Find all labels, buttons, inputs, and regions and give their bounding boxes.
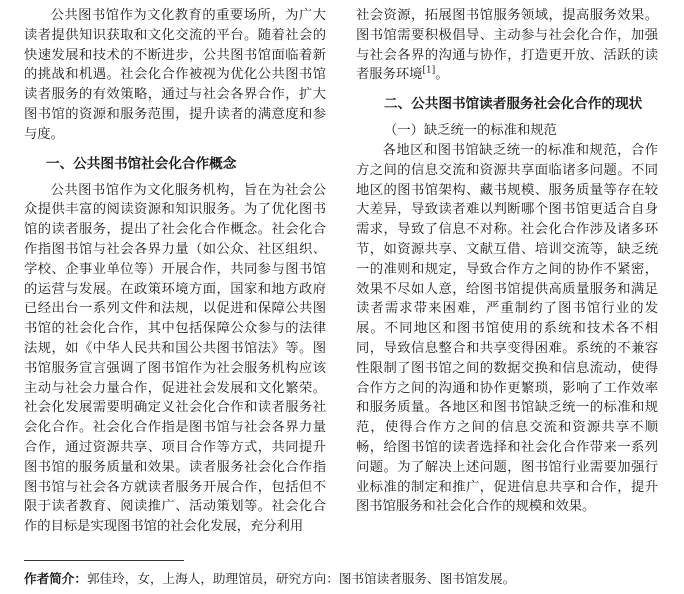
author-footnote-label: 作者简介： bbox=[24, 571, 87, 586]
intro-paragraph: 公共图书馆作为文化教育的重要场所，为广大读者提供知识获取和文化交流的平台。随着社会的快速发展和技术的不断进步，公共图书馆面临着新的挑战和机遇。社会化合作被视为优化公共图书馆读者服务的有效策略，通过与社会各界合作，扩大图书馆的资源和服务范围，提升读者的满意度和参与度。 bbox=[24, 8, 326, 142]
author-footnote bbox=[24, 570, 515, 588]
citation-mark: [1] bbox=[422, 65, 436, 76]
subsection-heading-standards: （一）缺乏统一的标准和规范 bbox=[384, 123, 557, 139]
section-heading-concept: 一、公共图书馆社会化合作概念 bbox=[46, 155, 237, 172]
left-column bbox=[24, 6, 326, 537]
author-footnote-text: 郭佳玲，女，上海人，助理馆员，研究方向：图书馆读者服务、图书馆发展。 bbox=[86, 571, 516, 586]
concept-paragraph: 公共图书馆作为文化服务机构，旨在为社会公众提供丰富的阅读资源和知识服务。为了优化图书馆的读者服务，提出了社会化合作概念。社会化合作指图书馆与社会各界力量（如公众、社区组织、学校、企事业单位等）开展合作，共同参与图书馆的运营与发展。在政策环境方面，国家和地方政府已经出台一系列文件和法规，以促进和保障公共图书馆的社会化合作，其中包括保障公众参与的法律法规，如《中华人民共和国公共图书馆法》等。图书馆服务宣言强调了图书馆作为社会服务机构应该主动与社会力量合作，促进社会发展和文化繁荣。社会化发展需要明确定义社会化合作和读者服务社会化合作。社会化合作指是图书馆与社会各界力量合作，通过资源共享、项目合作等方式，共同提升图书馆的服务质量和效果。读者服务社会化合作指图书馆与社会各方就读者服务开展合作，包括但不限于读者教育、阅读推广、活动策划等。社会化合作的目标是实现图书馆的社会化发展，充分利用 bbox=[24, 182, 326, 535]
continued-paragraph bbox=[356, 6, 658, 85]
standards-paragraph: 各地区和图书馆缺乏统一的标准和规范，合作方之间的信息交流和资源共享面临诸多问题。不同地区的图书馆架构、藏书规模、服务质量等存在较大差异，导致读者难以判断哪个图书馆更适合自身需求，导致了信息不对称。社会化合作涉及诸多环节，如资源共享、文献互借、培训交流等，缺乏统一的准则和规定，导致合作方之间的协作不紧密，效果不尽如人意，给图书馆提供高质量服务和满足读者需求带来困难，严重制约了图书馆行业的发展。不同地区和图书馆使用的系统和技术各不相同，导致信息整合和共享变得困难。系统的不兼容性限制了图书馆之间的数据交换和信息流动，使得合作方之间的沟通和协作更繁琐，影响了工作效率和服务质量。各地区和图书馆缺乏统一的标准和规范，使得合作方之间的信息交流和资源共享不顺畅，给图书馆的读者选择和社会化合作带来一系列问题。为了解决上述问题，图书馆行业需要加强行业标准的制定和推广，促进信息共享和合作，提升图书馆服务和社会化合作的规模和效果。 bbox=[356, 142, 658, 515]
continued-paragraph-text: 社会资源，拓展图书馆服务领域，提高服务效果。图书馆需要积极倡导、主动参与社会化合作，加强与社会各界的沟通与协作，打造更开放、活跃的读者服务环境 bbox=[356, 8, 658, 83]
section-heading-status: 二、公共图书馆读者服务社会化合作的现状 bbox=[384, 96, 643, 113]
right-column bbox=[356, 6, 658, 517]
footnote-divider bbox=[24, 560, 184, 561]
continued-paragraph-end: 。 bbox=[435, 67, 449, 83]
